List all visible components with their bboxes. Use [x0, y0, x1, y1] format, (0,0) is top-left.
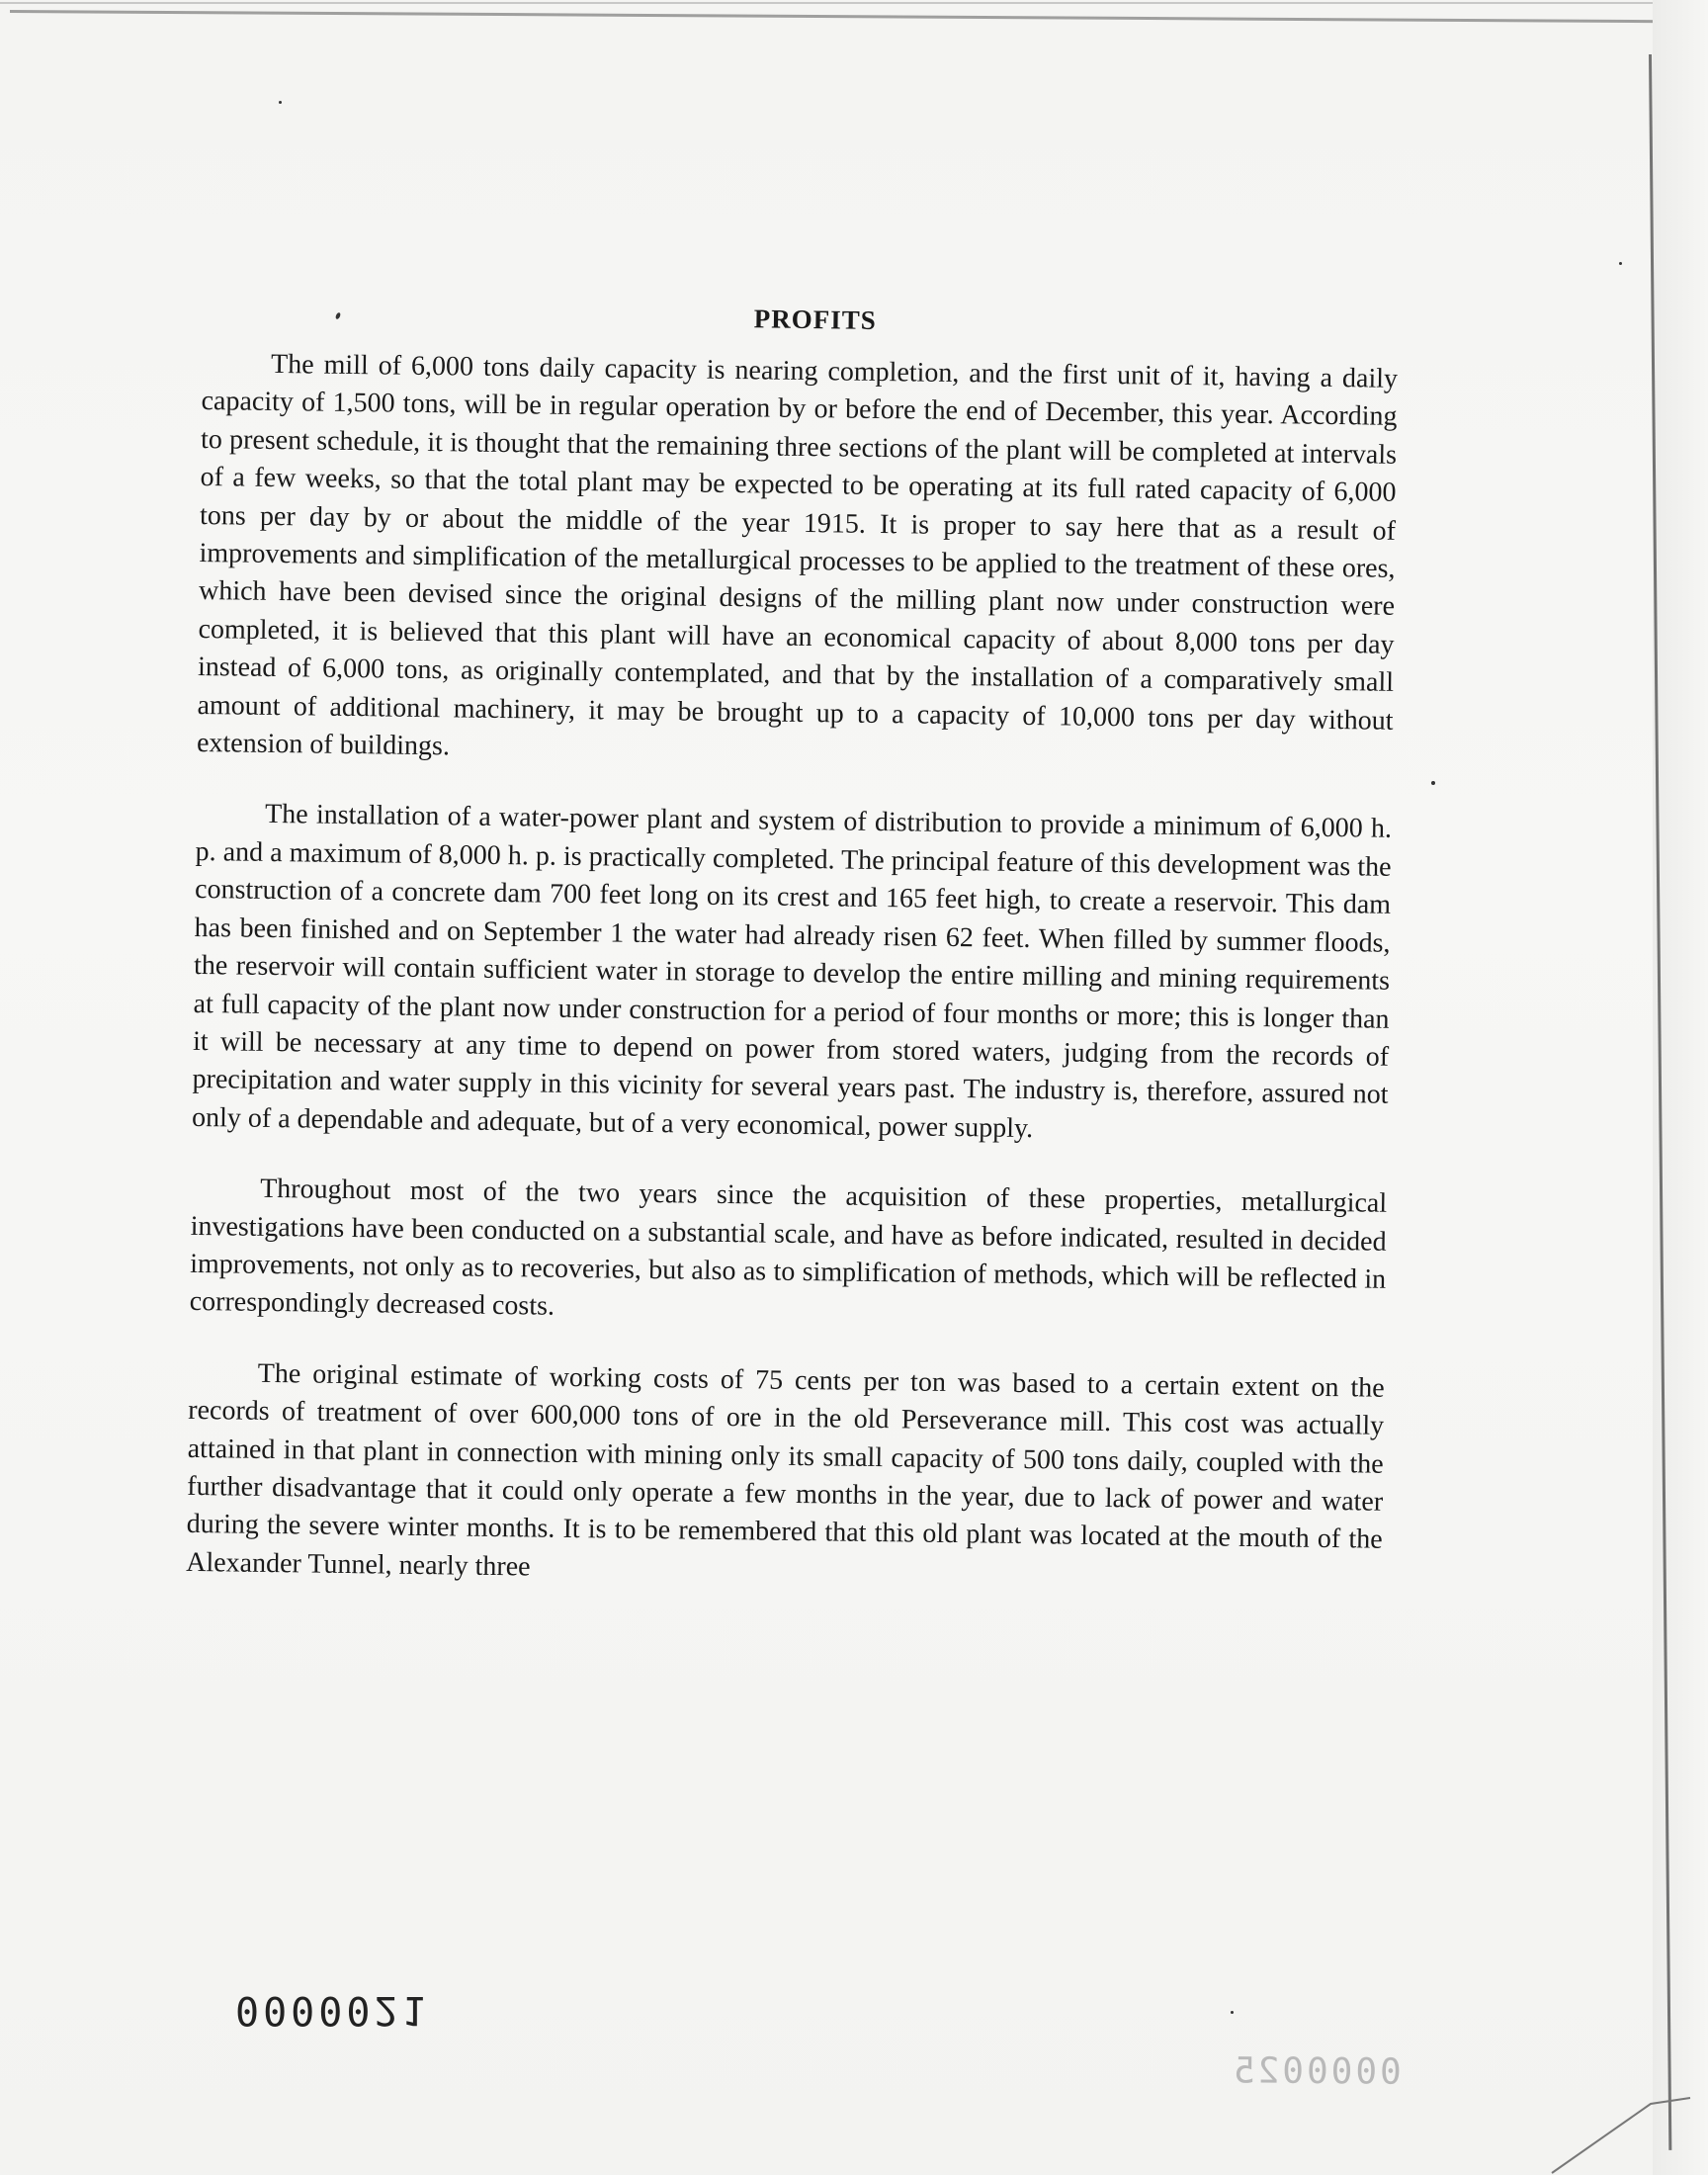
paragraph-water-power: The installation of a water-power plant and system of distribution to provide a minimum of 6,000 h. p. and a maximum of 8,000 h. p. is practically completed. The principal feature of this development was the construction of a concrete dam 700 feet long on its crest and 165 feet high, to create a reservoir. This dam has been finished and on September 1 the water had already risen 62 feet. When filled by summer floods, the reservoir will contain sufficient water in storage to develop the entire milling and mining requirements at full capacity of the plant now under construction for a period of four months or more; this is longer than it will be necessary at any time to depend on power from stored waters, judging from the records of precipitation and water supply in this vicinity for several years past. The industry is, therefore, assured not only of a dependable and adequate, but of a very economical, power supply.	[191, 799, 1393, 1144]
article-body	[186, 297, 1399, 1598]
bleed-through-stamp-number: 0000025	[1230, 2050, 1402, 2093]
paragraph-working-costs: The original estimate of working costs of 75 cents per ton was based to a certain extent on the records of treatment of over 600,000 tons of ore in the old Perseverance mill. This cost was actually attained in that plant in connection with mining only its small capacity of 500 tons daily, coupled with the further disadvantage that it could only operate a few months in the year, due to lack of power and water during the severe winter months. It is to be remembered that this old plant was located at the mouth of the Alexander Tunnel, nearly three	[186, 1357, 1385, 1583]
page-stamp-number: 0000021	[235, 1987, 430, 2033]
paragraph-metallurgical-investigations: Throughout most of the two years since the acquisition of these properties, metallurgical investigations have been conducted on a substantial scale, and have as before indicated, resulted in decided improvements, not only as to recoveries, but also as to simplification of methods, which will be reflected in correspondingly decreased costs.	[189, 1173, 1388, 1323]
corner-fold-mark	[1542, 2096, 1700, 2175]
paragraph-mill-capacity: The mill of 6,000 tons daily capacity is nearing completion, and the first unit of it, having a daily capacity of 1,500 tons, will be in regular operation by or before the end of December, this year. According to present schedule, it is thought that the remaining three sections of the plant will be completed at intervals of a few weeks, so that the total plant may be expected to be operating at its full rated capacity of 6,000 tons per day by or about the middle of the year 1915. It is proper to say here that as a result of improvements and simplification of the metallurgical processes to be applied to the treatment of these ores, which have been devised since the original designs of the milling plant now under construction were completed, it is believed that this plant will have an economical capacity of about 8,000 tons per day instead of 6,000 tons, as originally contemplated, and that by the installation of a comparatively small amount of additional machinery, it may be brought up to a capacity of 10,000 tons per day without extension of buildings.	[196, 348, 1399, 762]
top-scan-edge-outer	[0, 2, 1708, 4]
ink-speck	[1619, 262, 1622, 265]
top-scan-edge	[10, 10, 1680, 23]
ink-speck	[1431, 781, 1435, 785]
ink-speck	[1231, 2011, 1234, 2014]
ink-speck	[279, 101, 282, 104]
page-title: PROFITS	[753, 304, 877, 335]
